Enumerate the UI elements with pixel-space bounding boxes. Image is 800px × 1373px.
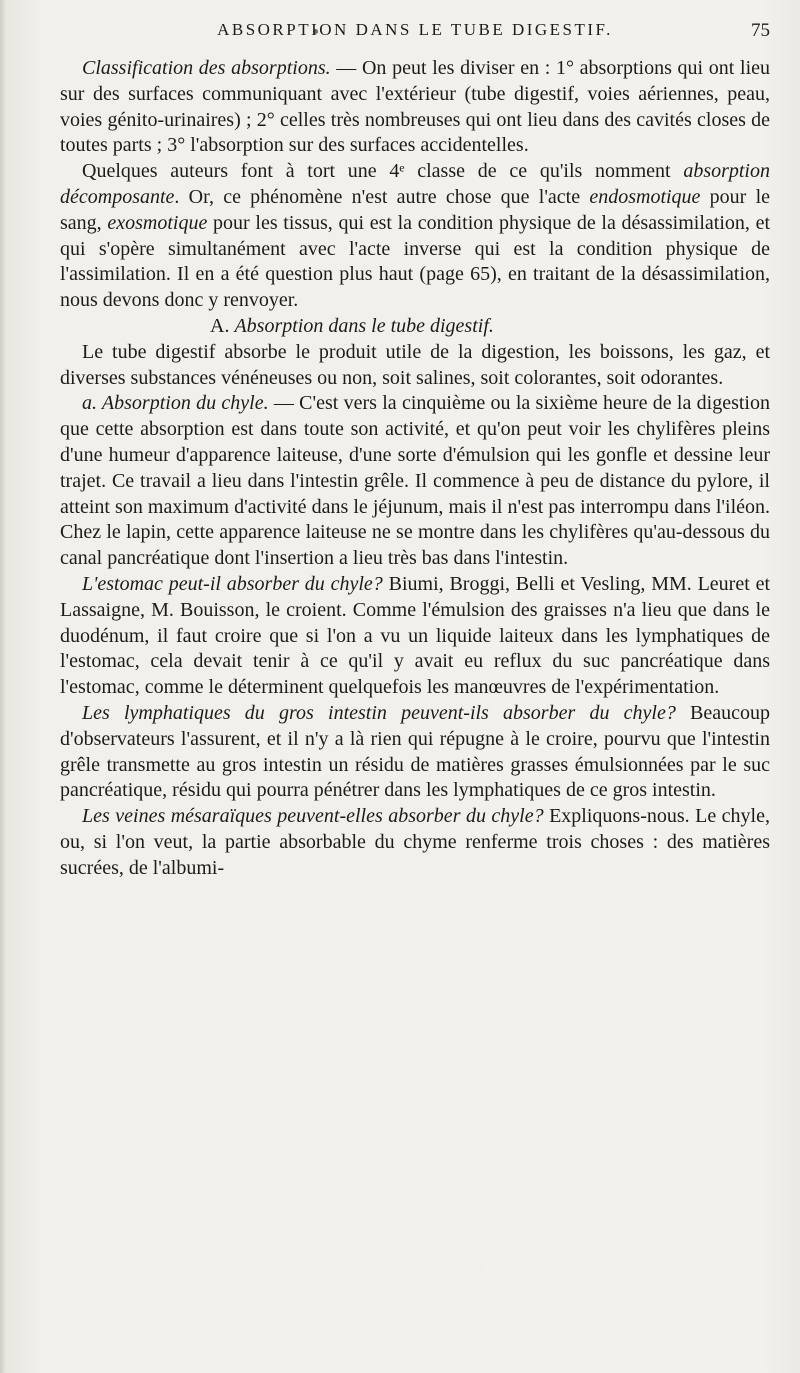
paragraph-tube-digestif	[60, 340, 770, 392]
page-number: 75	[751, 20, 770, 41]
paragraph-classification	[60, 56, 770, 159]
paragraph-absorption-chyle	[60, 391, 770, 572]
italic-term: endosmotique	[589, 185, 701, 208]
paragraph-text: Beaucoup d'observateurs l'assurent, et il n'y a là rien qui répugne à le croire, pourvu que l'intestin grêle transmette au gros intestin un résidu de matières grasses émulsionnées par le suc pancréatique, résidu qui pourra pénétrer dans les lymphatiques de ce gros intestin.	[60, 701, 770, 802]
paragraph-estomac	[60, 572, 770, 701]
page-header	[60, 20, 770, 50]
paragraph-text: Quelques auteurs font à tort une 4ᵉ classe de ce qu'ils nomment	[82, 160, 684, 183]
italic-term: exosmotique	[107, 211, 208, 234]
run-in-heading: a. Absorption du chyle.	[82, 392, 269, 415]
paragraph-veines-mesaraiques	[60, 804, 770, 881]
run-in-heading: Les lymphatiques du gros intestin peuvent-ils absorber du chyle?	[82, 701, 676, 724]
run-in-heading: L'estomac peut-il absorber du chyle?	[82, 572, 383, 595]
paragraph-gros-intestin	[60, 701, 770, 804]
body-text	[60, 56, 770, 882]
paragraph-text: pour le sang,	[60, 185, 771, 234]
paragraph-text: Le tube digestif absorbe le produit utile de la digestion, les boissons, les gaz, et diverses substances vénéneuses ou non, soit salines, soit colorantes, soit odorantes.	[60, 340, 770, 389]
section-title: Absorption dans le tube digestif.	[234, 314, 494, 337]
binding-shadow	[0, 0, 6, 1373]
paragraph-absorption-decomposante	[60, 159, 770, 314]
running-head: ABSORPTION DANS LE TUBE DIGESTIF.	[217, 20, 613, 39]
run-in-heading: Les veines mésaraïques peuvent-elles absorber du chyle?	[82, 805, 544, 828]
italic-term: absorption décomposante	[60, 160, 770, 208]
paragraph-text: . Or, ce phénomène n'est autre chose que l'acte	[174, 185, 590, 208]
paragraph-text: — On peut les diviser en : 1° absorptions qui ont lieu sur des surfaces communiquant avec l'extérieur (tube digestif, voies aériennes, peau, voies génito-urinaires) ; 2° celles très nombreuses qui ont lieu dans des cavités closes de toutes parts ; 3° l'absorption sur des surfaces accidentelles.	[60, 57, 771, 157]
run-in-heading: Classification des absorptions.	[82, 57, 331, 79]
section-heading	[60, 314, 770, 340]
paragraph-text: Expliquons-nous. Le chyle, ou, si l'on veut, la partie absorbable du chyme renferme trois choses : des matières sucrées, de l'albumi-	[60, 805, 770, 879]
paragraph-text: — C'est vers la cinquième ou la sixième heure de la digestion que cette absorption est dans toute son activité, et qu'on peut voir les chylifères pleins d'une humeur d'apparence laiteuse, d'une sorte d'émulsion qui les gonfle et dessine leur trajet. Ce travail a lieu dans l'intestin grêle. Il commence à peu de distance du pylore, il atteint son maximum d'activité dans le jéjunum, mais il n'est pas interrompu dans l'iléon. Chez le lapin, cette apparence laiteuse ne se montre dans les chylifères qu'au-dessous du canal pancréatique dont l'insertion a lieu très bas dans l'intestin.	[60, 392, 770, 570]
paragraph-text: pour les tissus, qui est la condition physique de la désassimilation, et qui s'opère simultanément avec l'acte inverse qui est la condition physique de l'assimilation. Il en a été question plus haut (page 65), en traitant de la désassimilation, nous devons donc y renvoyer.	[60, 211, 770, 312]
section-label: A.	[210, 314, 235, 337]
paragraph-text: Biumi, Broggi, Belli et Vesling, MM. Leuret et Lassaigne, M. Bouisson, le croient. Comme l'émulsion des graisses n'a lieu que dans le duodénum, il faut croire que si l'on a vu un liquide laiteux dans les lymphatiques de l'estomac, cela devait tenir à ce qu'il y avait eu reflux du suc pancréatique dans l'estomac, comme le déterminent quelquefois les manœuvres de l'expérimentation.	[60, 572, 771, 699]
